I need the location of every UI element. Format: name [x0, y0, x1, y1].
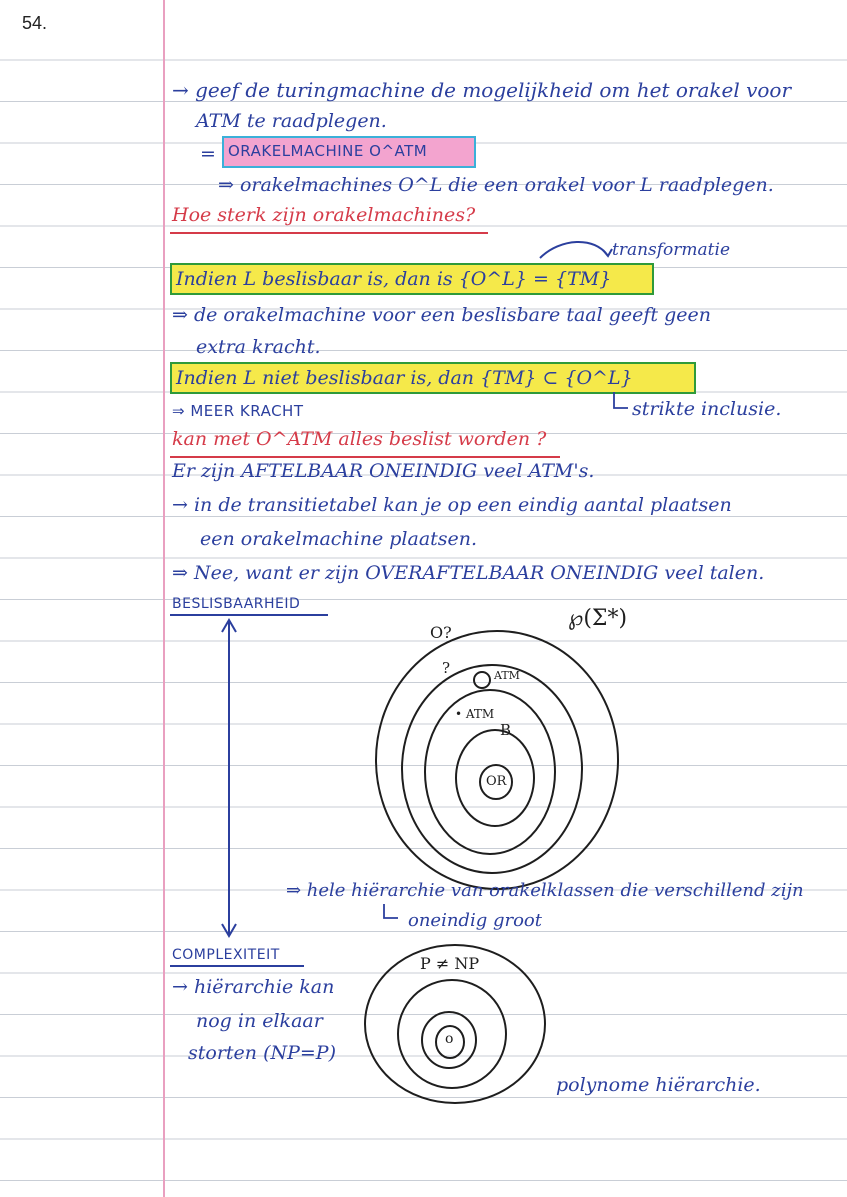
note-line-2: ATM te raadplegen.: [196, 110, 387, 132]
question-1: Hoe sterk zijn orakelmachines?: [172, 204, 476, 226]
note-line-7: ⇒ de orakelmachine voor een beslisbare taal geeft geen: [172, 304, 711, 326]
beslisbaarheid-heading: BESLISBAARHEID: [172, 596, 301, 612]
complexiteit-line-3: storten (NP=P): [188, 1042, 337, 1064]
complexiteit-line-1: → hiërarchie kan: [172, 976, 335, 998]
note-line-4: ⇒ orakelmachines O^L die een orakel voor L raadplegen.: [218, 174, 774, 196]
page-number: 54.: [22, 13, 48, 33]
complexiteit-line-2: nog in elkaar: [196, 1010, 323, 1032]
hierarchy-note: ⇒ hele hiërarchie van orakelklassen die verschillend zijn: [286, 880, 804, 901]
note-line-13: een orakelmachine plaatsen.: [200, 528, 478, 550]
transformatie-arrow: [540, 242, 608, 258]
note-line-14: ⇒ Nee, want er zijn OVERAFTELBAAR ONEINDIG veel talen.: [172, 562, 765, 584]
note-line-11: Er zijn AFTELBAAR ONEINDIG veel ATM's.: [172, 460, 595, 482]
oracle-unknown-label: O?: [430, 623, 452, 642]
p-neq-np-label: P ≠ NP: [420, 954, 480, 973]
polynome-hierarchie: polynome hiërarchie.: [556, 1074, 761, 1096]
or-label: OR: [486, 774, 507, 789]
strikte-hook: [614, 392, 628, 408]
complexiteit-heading: COMPLEXITEIT: [172, 947, 280, 963]
oneindig-hook: [384, 904, 398, 918]
oneindig-note: oneindig groot: [408, 910, 542, 931]
note-line-12: → in de transitietabel kan je op een eindig aantal plaatsen: [172, 494, 732, 516]
niet-beslisbaar-statement: Indien L niet beslisbaar is, dan {TM} ⊂ {O^L}: [176, 367, 633, 389]
question-2: kan met O^ATM alles beslist worden ?: [172, 428, 547, 450]
dot-question-label: ?: [442, 659, 451, 677]
note-line-8: extra kracht.: [196, 336, 321, 358]
transformatie-label: transformatie: [612, 240, 731, 260]
atm-point-label: • ATM: [455, 707, 495, 721]
oracle-atm-label: ATM: [494, 669, 520, 682]
note-line-1: → geef de turingmachine de mogelijkheid om het orakel voor: [172, 78, 792, 102]
b-label: B: [500, 721, 512, 739]
orakelmachine-label: ORAKELMACHINE O^ATM: [228, 142, 428, 160]
center-o-label: o: [445, 1031, 454, 1047]
powerset-label: ℘(Σ*): [568, 606, 628, 631]
meer-kracht: ⇒ MEER KRACHT: [172, 402, 304, 420]
note-line-3-prefix: =: [200, 143, 216, 165]
beslisbaar-statement: Indien L beslisbaar is, dan is {O^L} = {TM}: [176, 268, 612, 290]
strikte-inclusie: strikte inclusie.: [632, 398, 782, 420]
